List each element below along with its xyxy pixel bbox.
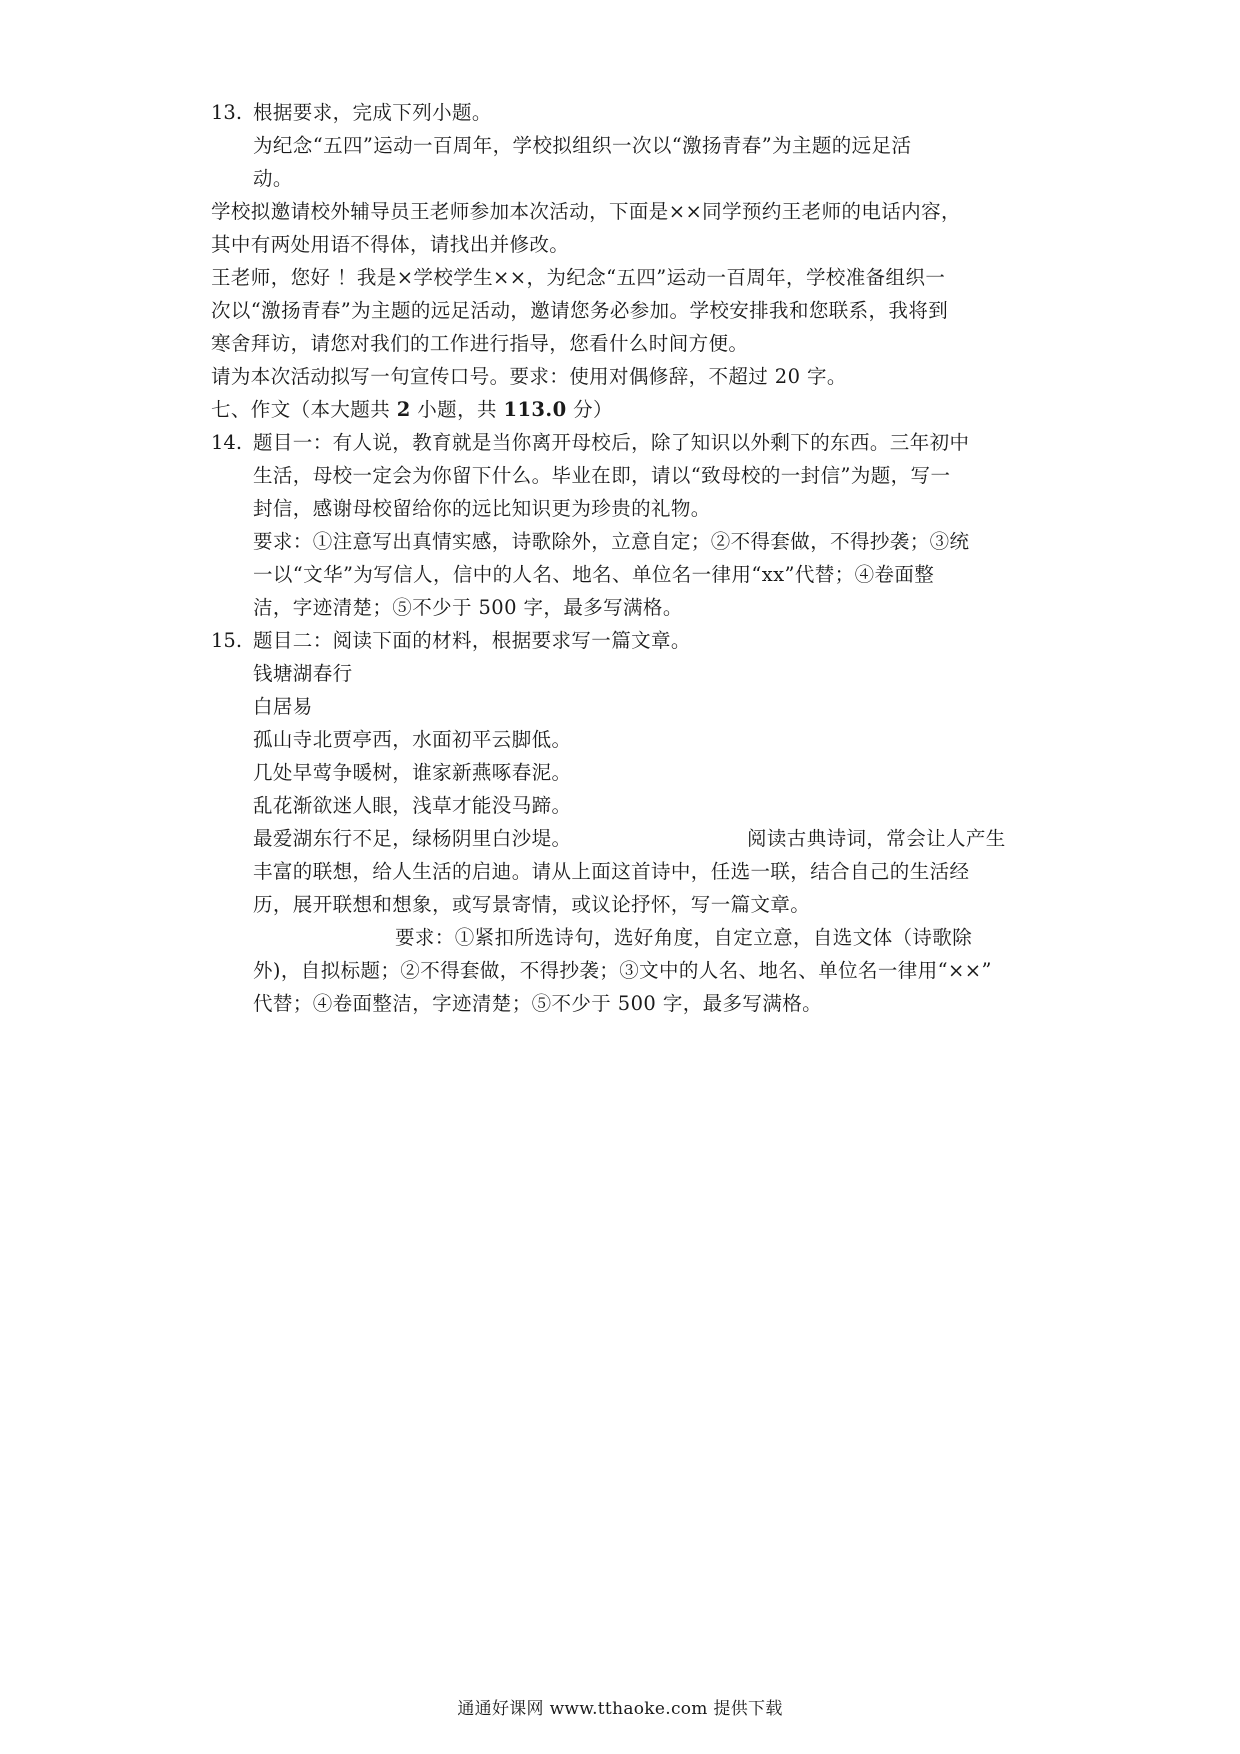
q15-prompt-line: 历，展开联想和想象，或写景寄情，或议论抒怀，写一篇文章。 xyxy=(253,893,811,916)
poem-title: 钱塘湖春行 xyxy=(253,662,353,685)
q15-requirement-line: 代替；④卷面整洁，字迹清楚；⑤不少于 500 字，最多写满格。 xyxy=(253,992,823,1015)
q13-title: 根据要求，完成下列小题。 xyxy=(253,101,492,124)
q13-phone-line: 王老师，您好 ！我是×学校学生××，为纪念“五四”运动一百周年，学校准备组织一 xyxy=(211,266,946,289)
q14-requirement-line: 要求：①注意写出真情实感，诗歌除外，立意自定；②不得套做，不得抄袭；③统 xyxy=(253,530,970,553)
q13-phone-line: 次以“激扬青春”为主题的远足活动，邀请您务必参加。学校安排我和您联系，我将到 xyxy=(211,299,949,322)
poem-line: 最爱湖东行不足，绿杨阴里白沙堤。 xyxy=(253,827,572,850)
poem-line: 几处早莺争暖树，谁家新燕啄春泥。 xyxy=(253,761,572,784)
q15-number: 15. xyxy=(211,629,243,652)
q14-requirement-line: 一以“文华”为写信人，信中的人名、地名、单位名一律用“xx”代替；④卷面整 xyxy=(253,563,935,586)
q13-context-line: 为纪念“五四”运动一百周年，学校拟组织一次以“激扬青春”为主题的远足活 xyxy=(253,134,912,157)
q14-number: 14. xyxy=(211,431,243,454)
q13-phone-line: 寒舍拜访，请您对我们的工作进行指导，您看什么时间方便。 xyxy=(211,332,749,355)
q14-line: 生活，母校一定会为你留下什么。毕业在即，请以“致母校的一封信”为题，写一 xyxy=(253,464,951,487)
q15-prompt-start: 阅读古典诗词，常会让人产生 xyxy=(747,827,1006,850)
q13-task2: 请为本次活动拟写一句宣传口号。要求：使用对偶修辞，不超过 20 字。 xyxy=(211,365,847,388)
q13-task1-line: 其中有两处用语不得体，请找出并修改。 xyxy=(211,233,570,256)
q13-task1-line: 学校拟邀请校外辅导员王老师参加本次活动，下面是××同学预约王老师的电话内容， xyxy=(211,200,961,223)
page-footer: 通通好课网 www.tthaoke.com 提供下载 xyxy=(457,1699,783,1719)
q15-intro: 题目二：阅读下面的材料，根据要求写一篇文章。 xyxy=(253,629,691,652)
q15-requirement-line: 要求：①紧扣所选诗句，选好角度，自定立意，自选文体（诗歌除 xyxy=(395,926,973,949)
q14-line: 题目一：有人说，教育就是当你离开母校后，除了知识以外剩下的东西。三年初中 xyxy=(253,431,970,454)
poem-line: 乱花渐欲迷人眼，浅草才能没马蹄。 xyxy=(253,794,572,817)
section-heading: 七、作文（本大题共 2 小题，共 113.0 分） xyxy=(211,398,613,421)
q14-line: 封信，感谢母校留给你的远比知识更为珍贵的礼物。 xyxy=(253,497,711,520)
poem-line: 孤山寺北贾亭西，水面初平云脚低。 xyxy=(253,728,572,751)
q13-number: 13. xyxy=(211,101,243,124)
q15-requirement-line: 外)，自拟标题；②不得套做，不得抄袭；③文中的人名、地名、单位名一律用“××” xyxy=(253,959,992,982)
q14-requirement-line: 洁，字迹清楚；⑤不少于 500 字，最多写满格。 xyxy=(253,596,683,619)
q15-prompt-line: 丰富的联想，给人生活的启迪。请从上面这首诗中，任选一联，结合自己的生活经 xyxy=(253,860,970,883)
q13-context-line: 动。 xyxy=(253,167,293,190)
poem-author: 白居易 xyxy=(253,695,313,718)
